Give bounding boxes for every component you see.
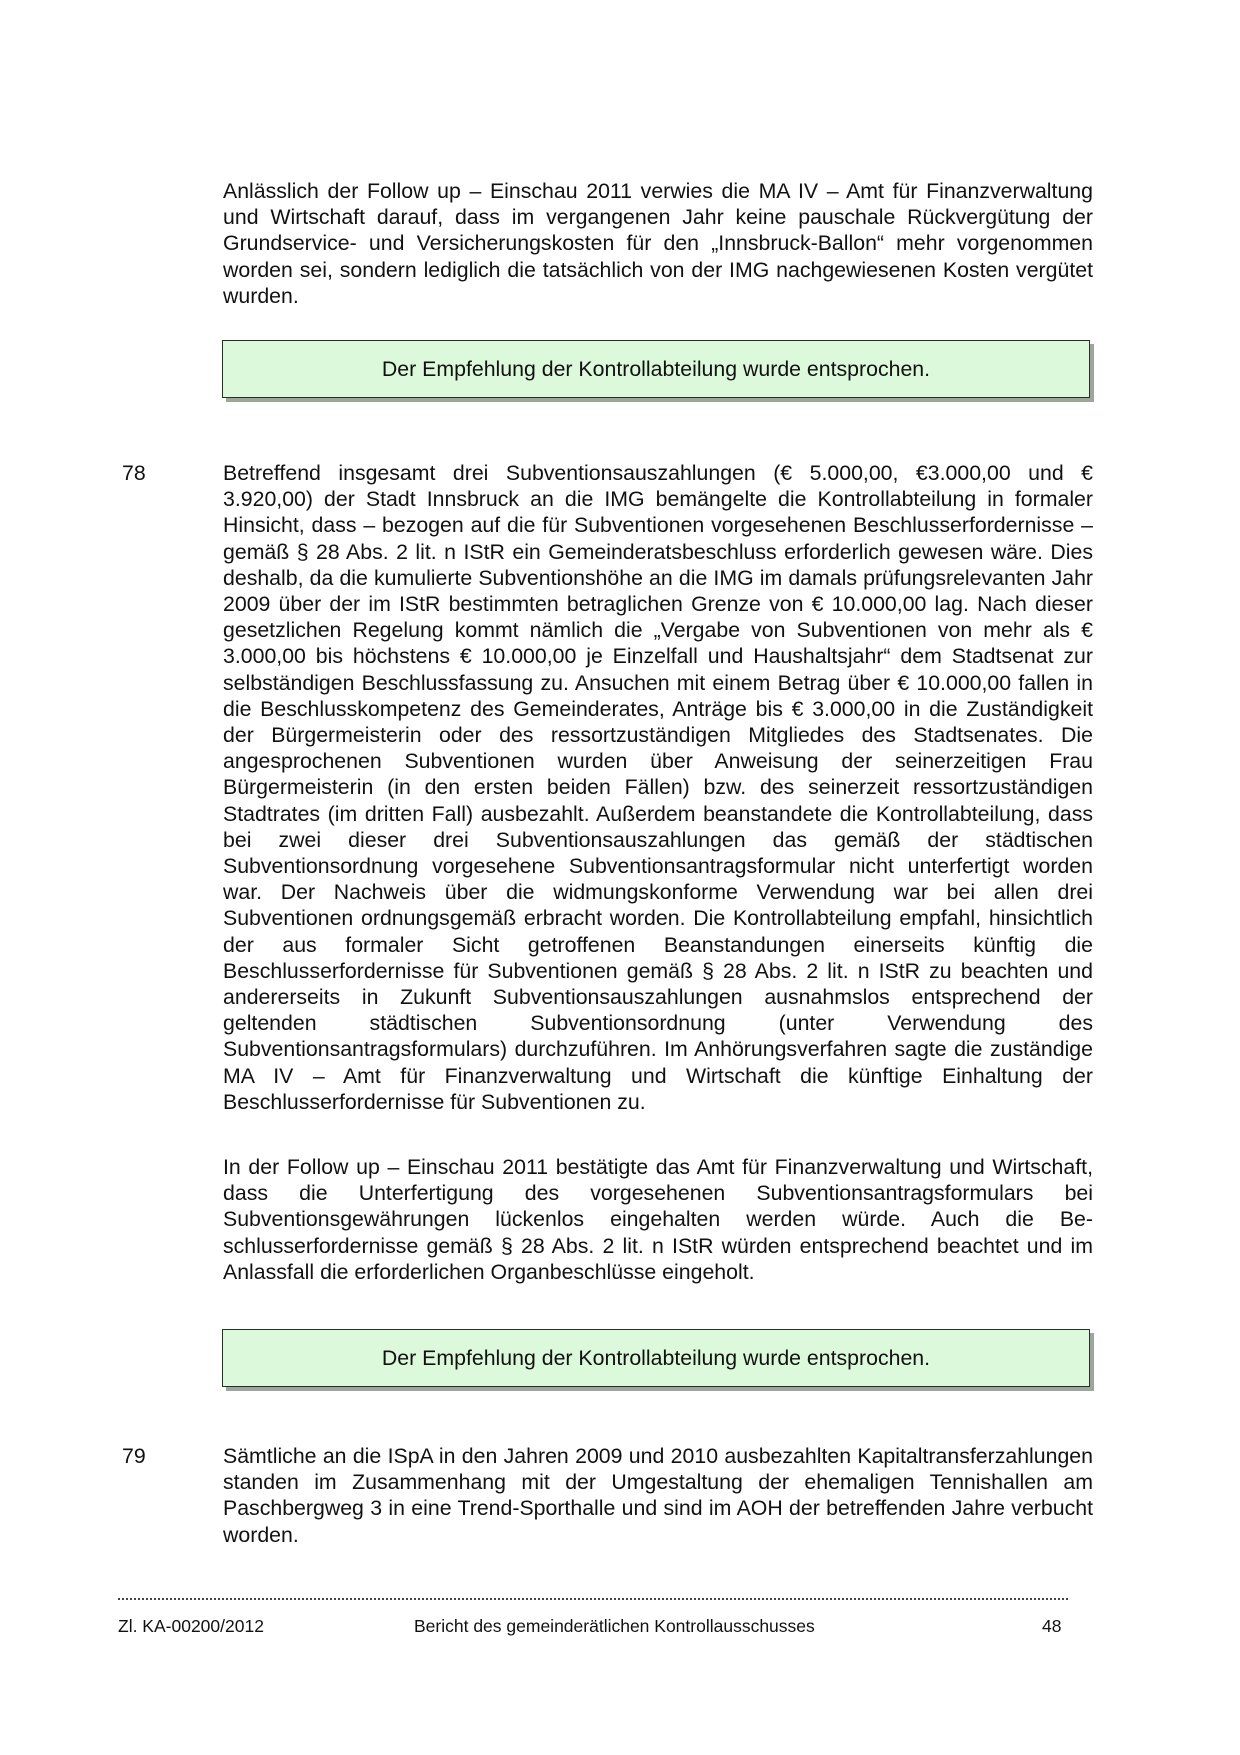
recommendation-callout-2 xyxy=(222,1329,1090,1387)
paragraph-follow-up-ballon: Anlässlich der Follow up – Einschau 2011 verwies die MA IV – Amt für Finanzverwaltung und Wirtschaft darauf, dass im vergangenen Jahr keine pauschale Rückvergütung der Grundservice- und Versicherungskosten für den „Innsbruck-Ballon“ mehr vorgenommen worden sei, sondern lediglich die tatsächlich von der IMG nachgewiesenen Kosten vergütet wurden. xyxy=(223,179,1093,308)
footer-report-title: Bericht des gemeinderätlichen Kontrollausschusses xyxy=(414,1616,815,1636)
paragraph-79-kapitaltransfer: Sämtliche an die ISpA in den Jahren 2009 und 2010 ausbezahlten Kapitaltransferzahlungen standen im Zusammenhang mit der Umgestaltung der ehemaligen Tennishallen am Paschbergweg 3 in eine Trend-Sporthalle und sind im AOH der betreffenden Jahre verbucht worden. xyxy=(223,1444,1093,1547)
recommendation-callout-1 xyxy=(222,340,1090,398)
paragraph-78-subventionen: Betreffend insgesamt drei Subventionsauszahlungen (€ 5.000,00, €3.000,00 und € 3.920,00) der Stadt Innsbruck an die IMG bemängelte die Kontrollabteilung in formaler Hinsicht, dass – bezogen auf die für Subventionen vorgesehenen Beschlusserfordernisse – gemäß § 28 Abs. 2 lit. n IStR ein Gemeinderatsbeschluss erforderlich gewesen wäre. Dies deshalb, da die kumulierte Subventionshöhe an die IMG im damals prüfungsrelevanten Jahr 2009 über der im IStR bestimmten betraglichen Grenze von € 10.000,00 lag. Nach dieser gesetzlichen Regelung kommt nämlich die „Vergabe von Subventionen von mehr als € 3.000,00 bis höchstens € 10.000,00 je Einzelfall und Haushaltsjahr“ dem Stadtsenat zur selbständigen Beschlussfassung zu. Ansuchen mit einem Betrag über € 10.000,00 fallen in die Beschlusskompetenz des Gemeinderates, Anträge bis € 3.000,00 in die Zuständigkeit der Bürgermeisterin oder des ressortzuständigen Mitgliedes des Stadtsenates. Die angesprochenen Subventionen wurden über Anweisung der seinerzeitigen Frau Bürgermeisterin (in den ersten beiden Fällen) bzw. des seinerzeit ressortzuständigen Stadtrates (im dritten Fall) ausbezahlt. Außerdem beanstandete die Kontrollabteilung, dass bei zwei dieser drei Subventionsauszahlungen das gemäß der städtischen Subventionsordnung vorgesehene Subventionsantragsformular nicht unterfertigt worden war. Der Nachweis über die widmungskonforme Verwendung war bei allen drei Subventionen ordnungsgemäß erbracht worden. Die Kontrollabteilung empfahl, hinsichtlich der aus formaler Sicht getroffenen Beanstandungen einerseits künftig die Beschlusserfordernisse für Subventionen gemäß § 28 Abs. 2 lit. n IStR zu beachten und andererseits in Zukunft Subventionsauszahlungen ausnahmslos entsprechend der geltenden städtischen Subventionsordnung (unter Verwendung des Subventionsantragsformulars) durchzuführen. Im Anhörungsverfahren sagte die zuständige MA IV – Amt für Finanzverwaltung und Wirtschaft die künftige Einhaltung der Beschlusserfordernisse für Subventionen zu. xyxy=(223,461,1093,1114)
paragraph-number-78: 78 xyxy=(122,461,146,485)
footer-divider xyxy=(118,1598,1068,1600)
callout-text: Der Empfehlung der Kontrollabteilung wurde entsprochen. xyxy=(381,356,931,381)
paragraph-78-follow-up: In der Follow up – Einschau 2011 bestätigte das Amt für Finanzverwaltung und Wirtschaft, dass die Unterfertigung des vorgesehenen Subventionsantragsformulars bei Subventionsgewährungen lückenlos eingehalten werden würde. Auch die Beschlusserfordernisse gemäß § 28 Abs. 2 lit. n IStR würden entsprechend beachtet und im Anlassfall die erforderlichen Organbeschlüsse eingeholt. xyxy=(223,1155,1093,1284)
footer-reference: Zl. KA-00200/2012 xyxy=(118,1616,264,1636)
callout-text: Der Empfehlung der Kontrollabteilung wurde entsprochen. xyxy=(381,1345,931,1370)
paragraph-number-79: 79 xyxy=(122,1444,146,1468)
page-number: 48 xyxy=(1042,1616,1062,1636)
